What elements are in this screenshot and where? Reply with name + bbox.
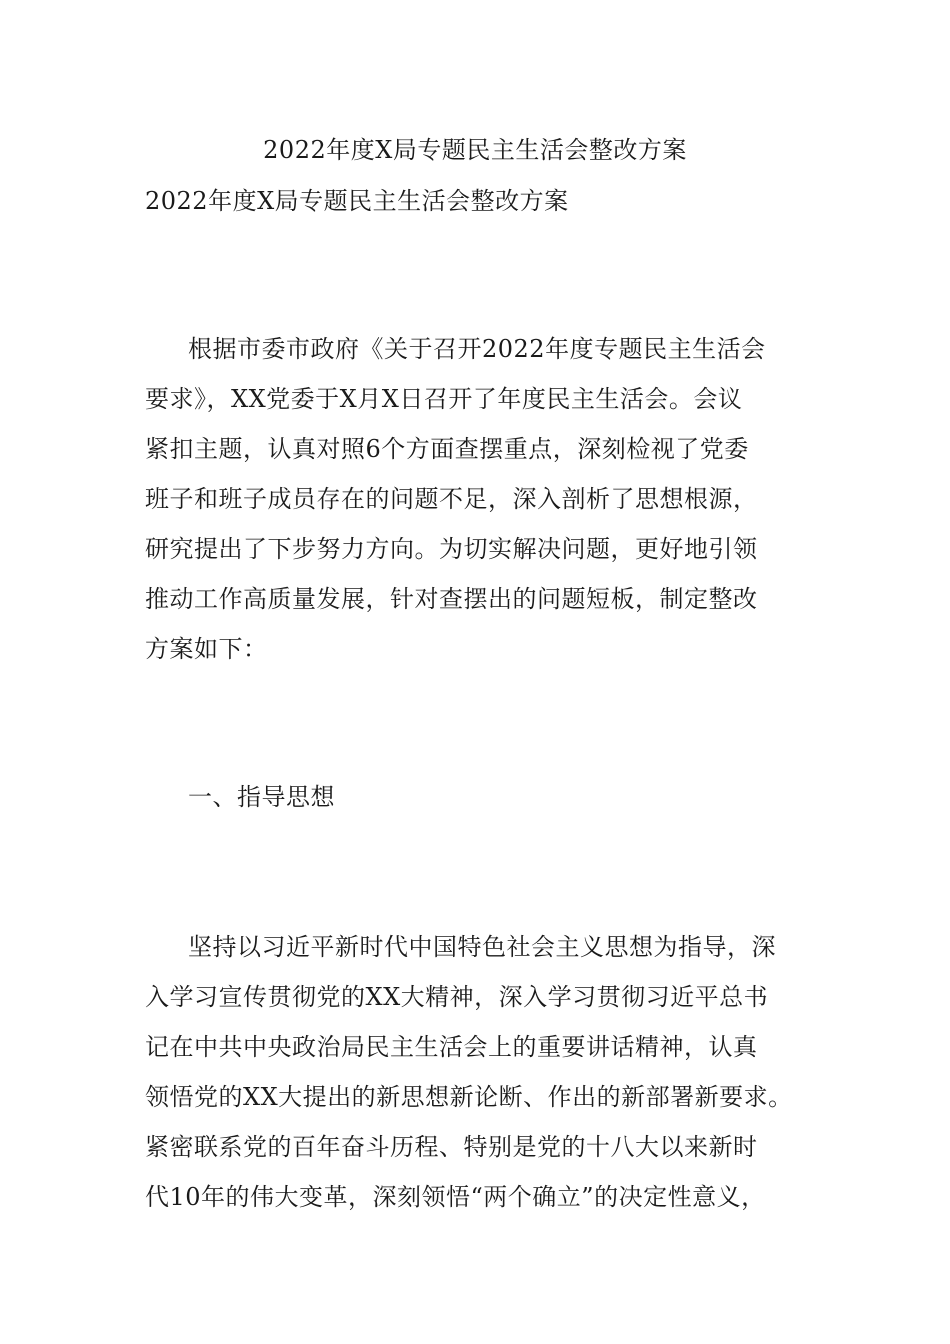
paragraph-line: 记在中共中央政治局民主生活会上的重要讲话精神，认真	[145, 1033, 758, 1061]
paragraph-line: 要求》，XX党委于X月X日召开了年度民主生活会。会议	[145, 385, 743, 413]
paragraph-line: 研究提出了下步努力方向。为切实解决问题，更好地引领	[145, 535, 758, 563]
document-title: 2022年度X局专题民主生活会整改方案	[263, 136, 687, 164]
paragraph-line: 推动工作高质量发展，针对查摆出的问题短板，制定整改	[145, 585, 758, 613]
section-heading: 一、指导思想	[188, 783, 335, 811]
paragraph-line: 紧扣主题，认真对照6个方面查摆重点，深刻检视了党委	[145, 435, 749, 463]
paragraph-line: 领悟党的XX大提出的新思想新论断、作出的新部署新要求。	[145, 1083, 793, 1111]
document-subtitle: 2022年度X局专题民主生活会整改方案	[145, 187, 569, 215]
paragraph-line: 代10年的伟大变革，深刻领悟“两个确立”的决定性意义，	[145, 1183, 766, 1211]
paragraph-line: 根据市委市政府《关于召开2022年度专题民主生活会	[188, 335, 766, 363]
paragraph-line: 入学习宣传贯彻党的XX大精神，深入学习贯彻习近平总书	[145, 983, 769, 1011]
paragraph-line: 紧密联系党的百年奋斗历程、特别是党的十八大以来新时	[145, 1133, 758, 1161]
paragraph-line: 班子和班子成员存在的问题不足，深入剖析了思想根源，	[145, 485, 758, 513]
paragraph-line: 坚持以习近平新时代中国特色社会主义思想为指导，深	[188, 933, 776, 961]
paragraph-line: 方案如下：	[145, 635, 268, 663]
